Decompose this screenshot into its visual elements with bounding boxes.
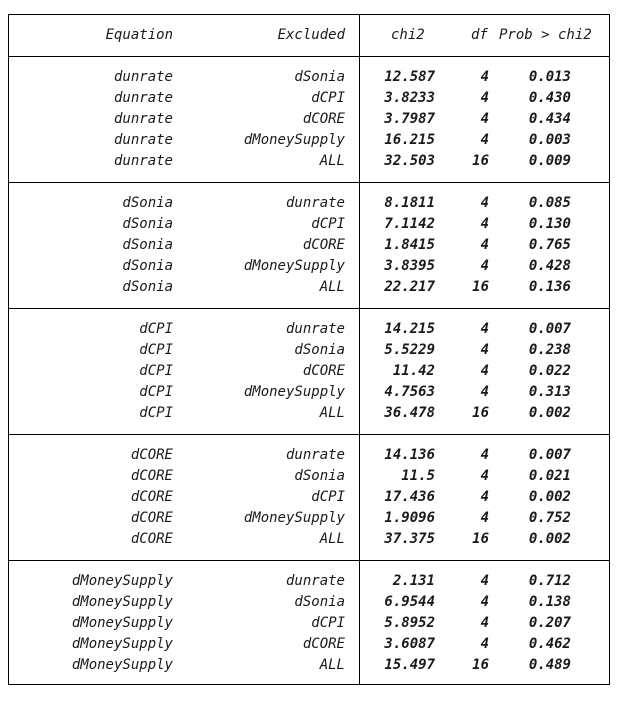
table-row xyxy=(9,235,609,256)
cell-prob: 0.434 xyxy=(528,111,571,127)
cell-prob: 0.462 xyxy=(528,636,571,652)
cell-df: 4 xyxy=(480,132,489,148)
cell-chi2: 5.8952 xyxy=(384,615,435,631)
cell-chi2: 17.436 xyxy=(384,489,435,505)
table-row xyxy=(9,340,609,361)
cell-df: 16 xyxy=(472,657,489,673)
cell-equation: dMoneySupply xyxy=(71,636,173,652)
table-row xyxy=(9,382,609,403)
cell-df: 4 xyxy=(480,69,489,85)
cell-equation: dMoneySupply xyxy=(71,573,173,589)
cell-prob: 0.489 xyxy=(528,657,571,673)
cell-chi2: 11.5 xyxy=(401,468,435,484)
cell-chi2: 4.7563 xyxy=(384,384,435,400)
cell-df: 16 xyxy=(472,405,489,421)
cell-chi2: 7.1142 xyxy=(384,216,435,232)
table-row xyxy=(9,466,609,487)
table-row xyxy=(9,529,609,550)
cell-excluded: dSonia xyxy=(294,69,345,85)
cell-equation: dSonia xyxy=(122,216,173,232)
cell-equation: dCORE xyxy=(130,510,173,526)
cell-equation: dCORE xyxy=(130,531,173,547)
table-header xyxy=(9,25,609,46)
cell-excluded: dunrate xyxy=(285,447,345,463)
cell-chi2: 1.8415 xyxy=(384,237,435,253)
cell-prob: 0.002 xyxy=(528,489,571,505)
table-row xyxy=(9,256,609,277)
cell-prob: 0.022 xyxy=(528,363,571,379)
cell-df: 4 xyxy=(480,636,489,652)
table-row xyxy=(9,403,609,424)
cell-prob: 0.013 xyxy=(528,69,571,85)
cell-chi2: 37.375 xyxy=(384,531,435,547)
cell-equation: dunrate xyxy=(113,90,173,106)
header-df: df xyxy=(471,27,488,43)
cell-equation: dCPI xyxy=(139,321,173,337)
cell-chi2: 22.217 xyxy=(384,279,435,295)
cell-chi2: 3.7987 xyxy=(384,111,435,127)
cell-chi2: 36.478 xyxy=(384,405,435,421)
table-row xyxy=(9,193,609,214)
cell-df: 4 xyxy=(480,573,489,589)
cell-df: 4 xyxy=(480,237,489,253)
cell-equation: dCPI xyxy=(139,405,173,421)
cell-df: 16 xyxy=(472,279,489,295)
header-rule xyxy=(9,56,609,57)
cell-excluded: dMoneySupply xyxy=(243,132,345,148)
cell-excluded: dCORE xyxy=(302,111,345,127)
cell-equation: dMoneySupply xyxy=(71,657,173,673)
cell-equation: dunrate xyxy=(113,111,173,127)
cell-prob: 0.085 xyxy=(528,195,571,211)
table-row xyxy=(9,130,609,151)
cell-prob: 0.430 xyxy=(528,90,571,106)
cell-equation: dCPI xyxy=(139,384,173,400)
cell-equation: dCORE xyxy=(130,489,173,505)
cell-excluded: ALL xyxy=(319,279,345,295)
cell-chi2: 12.587 xyxy=(384,69,435,85)
cell-prob: 0.130 xyxy=(528,216,571,232)
cell-equation: dMoneySupply xyxy=(71,594,173,610)
cell-chi2: 3.6087 xyxy=(384,636,435,652)
cell-prob: 0.002 xyxy=(528,405,571,421)
cell-df: 16 xyxy=(472,153,489,169)
cell-df: 4 xyxy=(480,216,489,232)
cell-excluded: ALL xyxy=(319,531,345,547)
cell-equation: dCORE xyxy=(130,447,173,463)
cell-excluded: dMoneySupply xyxy=(243,258,345,274)
cell-excluded: dCORE xyxy=(302,363,345,379)
cell-chi2: 1.9096 xyxy=(384,510,435,526)
cell-prob: 0.138 xyxy=(528,594,571,610)
table-row xyxy=(9,592,609,613)
cell-excluded: dSonia xyxy=(294,468,345,484)
cell-excluded: dunrate xyxy=(285,573,345,589)
cell-prob: 0.009 xyxy=(528,153,571,169)
cell-chi2: 14.136 xyxy=(384,447,435,463)
cell-df: 4 xyxy=(480,363,489,379)
table-row xyxy=(9,319,609,340)
cell-excluded: dCPI xyxy=(311,216,345,232)
cell-prob: 0.428 xyxy=(528,258,571,274)
cell-df: 4 xyxy=(480,384,489,400)
cell-excluded: ALL xyxy=(319,405,345,421)
table-row xyxy=(9,655,609,676)
cell-chi2: 5.5229 xyxy=(384,342,435,358)
cell-chi2: 6.9544 xyxy=(384,594,435,610)
table-row xyxy=(9,67,609,88)
cell-df: 4 xyxy=(480,615,489,631)
cell-chi2: 8.1811 xyxy=(384,195,435,211)
cell-chi2: 16.215 xyxy=(384,132,435,148)
cell-df: 4 xyxy=(480,90,489,106)
cell-prob: 0.238 xyxy=(528,342,571,358)
cell-prob: 0.021 xyxy=(528,468,571,484)
cell-chi2: 2.131 xyxy=(392,573,435,589)
cell-equation: dCPI xyxy=(139,363,173,379)
cell-prob: 0.136 xyxy=(528,279,571,295)
header-equation: Equation xyxy=(105,27,173,43)
header-chi2: chi2 xyxy=(391,27,425,43)
cell-equation: dCPI xyxy=(139,342,173,358)
cell-equation: dSonia xyxy=(122,258,173,274)
table-row xyxy=(9,487,609,508)
cell-excluded: dCPI xyxy=(311,615,345,631)
cell-excluded: dCORE xyxy=(302,237,345,253)
cell-excluded: ALL xyxy=(319,153,345,169)
cell-equation: dunrate xyxy=(113,153,173,169)
cell-excluded: ALL xyxy=(319,657,345,673)
table-row xyxy=(9,361,609,382)
cell-df: 4 xyxy=(480,321,489,337)
cell-prob: 0.207 xyxy=(528,615,571,631)
cell-excluded: dCORE xyxy=(302,636,345,652)
cell-prob: 0.003 xyxy=(528,132,571,148)
cell-df: 4 xyxy=(480,258,489,274)
cell-df: 4 xyxy=(480,111,489,127)
cell-excluded: dMoneySupply xyxy=(243,510,345,526)
cell-prob: 0.007 xyxy=(528,447,571,463)
cell-excluded: dunrate xyxy=(285,195,345,211)
table-row xyxy=(9,634,609,655)
granger-causality-table xyxy=(8,14,610,685)
cell-chi2: 3.8233 xyxy=(384,90,435,106)
cell-excluded: dSonia xyxy=(294,594,345,610)
table-row xyxy=(9,613,609,634)
cell-df: 4 xyxy=(480,594,489,610)
cell-chi2: 32.503 xyxy=(384,153,435,169)
cell-df: 4 xyxy=(480,447,489,463)
cell-excluded: dMoneySupply xyxy=(243,384,345,400)
cell-equation: dunrate xyxy=(113,132,173,148)
cell-equation: dCORE xyxy=(130,468,173,484)
table-row xyxy=(9,151,609,172)
cell-prob: 0.712 xyxy=(528,573,571,589)
cell-prob: 0.752 xyxy=(528,510,571,526)
cell-excluded: dCPI xyxy=(311,90,345,106)
cell-df: 4 xyxy=(480,510,489,526)
cell-excluded: dSonia xyxy=(294,342,345,358)
group-rule xyxy=(9,434,609,435)
group-rule xyxy=(9,182,609,183)
cell-df: 4 xyxy=(480,342,489,358)
group-rule xyxy=(9,308,609,309)
cell-prob: 0.765 xyxy=(528,237,571,253)
cell-df: 4 xyxy=(480,468,489,484)
group-rule xyxy=(9,560,609,561)
table-row xyxy=(9,571,609,592)
cell-excluded: dCPI xyxy=(311,489,345,505)
cell-chi2: 15.497 xyxy=(384,657,435,673)
table-row xyxy=(9,508,609,529)
table-row xyxy=(9,445,609,466)
cell-df: 4 xyxy=(480,489,489,505)
header-prob: Prob > chi2 xyxy=(499,27,592,43)
cell-prob: 0.007 xyxy=(528,321,571,337)
table-row xyxy=(9,277,609,298)
cell-equation: dSonia xyxy=(122,237,173,253)
cell-chi2: 11.42 xyxy=(392,363,435,379)
table-row xyxy=(9,214,609,235)
cell-chi2: 14.215 xyxy=(384,321,435,337)
cell-chi2: 3.8395 xyxy=(384,258,435,274)
cell-equation: dSonia xyxy=(122,279,173,295)
cell-excluded: dunrate xyxy=(285,321,345,337)
cell-prob: 0.002 xyxy=(528,531,571,547)
cell-df: 16 xyxy=(472,531,489,547)
cell-df: 4 xyxy=(480,195,489,211)
cell-equation: dSonia xyxy=(122,195,173,211)
header-excluded: Excluded xyxy=(277,27,345,43)
cell-equation: dMoneySupply xyxy=(71,615,173,631)
table-row xyxy=(9,109,609,130)
cell-prob: 0.313 xyxy=(528,384,571,400)
table-row xyxy=(9,88,609,109)
cell-equation: dunrate xyxy=(113,69,173,85)
